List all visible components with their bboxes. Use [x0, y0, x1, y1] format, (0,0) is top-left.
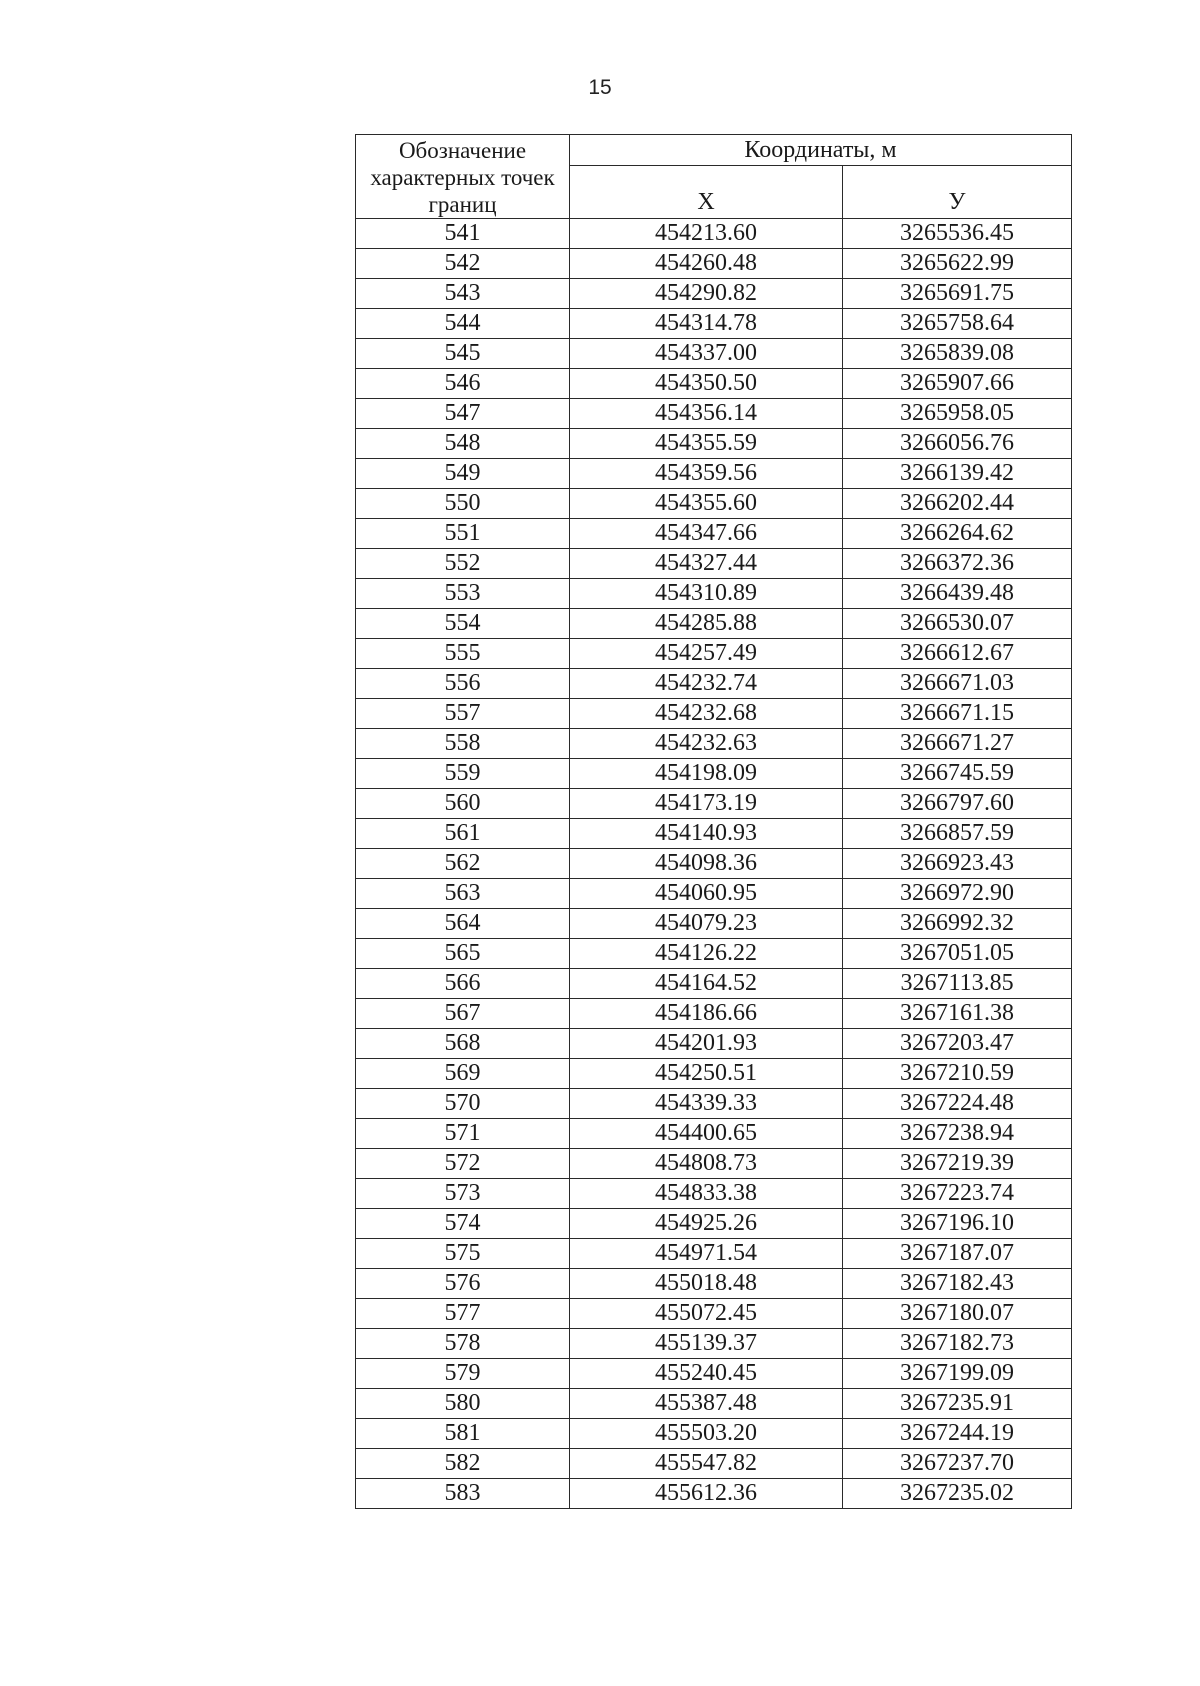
x-coordinate-cell: 454925.26 — [570, 1209, 843, 1239]
y-coordinate-cell: 3266372.36 — [843, 549, 1072, 579]
y-coordinate-cell: 3266797.60 — [843, 789, 1072, 819]
table-row — [356, 489, 1072, 519]
y-coordinate-cell: 3266264.62 — [843, 519, 1072, 549]
table-row — [356, 1029, 1072, 1059]
y-coordinate-cell: 3267238.94 — [843, 1119, 1072, 1149]
table-row — [356, 459, 1072, 489]
x-coordinate-cell: 454164.52 — [570, 969, 843, 999]
point-id-cell: 550 — [356, 489, 570, 519]
point-id-cell: 565 — [356, 939, 570, 969]
x-coordinate-cell: 454971.54 — [570, 1239, 843, 1269]
x-coordinate-cell: 454400.65 — [570, 1119, 843, 1149]
point-id-cell: 545 — [356, 339, 570, 369]
y-coordinate-cell: 3266530.07 — [843, 609, 1072, 639]
x-coordinate-cell: 455547.82 — [570, 1449, 843, 1479]
x-coordinate-cell: 454232.68 — [570, 699, 843, 729]
table-row — [356, 819, 1072, 849]
table-row — [356, 279, 1072, 309]
x-coordinate-cell: 454232.74 — [570, 669, 843, 699]
point-id-cell: 579 — [356, 1359, 570, 1389]
table-row — [356, 1389, 1072, 1419]
y-coordinate-cell: 3267187.07 — [843, 1239, 1072, 1269]
page-number: 15 — [588, 76, 612, 99]
x-coordinate-cell: 454327.44 — [570, 549, 843, 579]
x-coordinate-cell: 454833.38 — [570, 1179, 843, 1209]
x-coordinate-cell: 455387.48 — [570, 1389, 843, 1419]
table-row — [356, 609, 1072, 639]
y-coordinate-cell: 3267196.10 — [843, 1209, 1072, 1239]
table-row — [356, 1089, 1072, 1119]
x-coordinate-cell: 455240.45 — [570, 1359, 843, 1389]
point-id-cell: 566 — [356, 969, 570, 999]
x-coordinate-cell: 455139.37 — [570, 1329, 843, 1359]
x-coordinate-cell: 454808.73 — [570, 1149, 843, 1179]
y-coordinate-cell: 3267223.74 — [843, 1179, 1072, 1209]
y-coordinate-cell: 3267237.70 — [843, 1449, 1072, 1479]
point-id-cell: 553 — [356, 579, 570, 609]
point-id-cell: 555 — [356, 639, 570, 669]
x-coordinate-cell: 454350.50 — [570, 369, 843, 399]
point-label-header: Обозначение характерных точек границ — [356, 135, 570, 219]
y-coordinate-cell: 3265691.75 — [843, 279, 1072, 309]
y-coordinate-cell: 3265958.05 — [843, 399, 1072, 429]
x-coordinate-cell: 454337.00 — [570, 339, 843, 369]
y-coordinate-cell: 3267219.39 — [843, 1149, 1072, 1179]
table-row — [356, 399, 1072, 429]
y-coordinate-cell: 3266745.59 — [843, 759, 1072, 789]
x-coordinate-cell: 455072.45 — [570, 1299, 843, 1329]
y-coordinate-cell: 3265907.66 — [843, 369, 1072, 399]
point-id-cell: 556 — [356, 669, 570, 699]
y-coordinate-cell: 3266056.76 — [843, 429, 1072, 459]
table-row — [356, 1269, 1072, 1299]
x-coordinate-cell: 455612.36 — [570, 1479, 843, 1509]
point-id-cell: 551 — [356, 519, 570, 549]
table-row — [356, 699, 1072, 729]
table-row — [356, 1479, 1072, 1509]
point-id-cell: 574 — [356, 1209, 570, 1239]
y-coordinate-cell: 3267244.19 — [843, 1419, 1072, 1449]
x-coordinate-cell: 455018.48 — [570, 1269, 843, 1299]
table-row — [356, 1119, 1072, 1149]
y-coordinate-cell: 3265758.64 — [843, 309, 1072, 339]
y-coordinate-cell: 3266202.44 — [843, 489, 1072, 519]
table-row — [356, 939, 1072, 969]
table-row — [356, 369, 1072, 399]
table-row — [356, 429, 1072, 459]
point-id-cell: 583 — [356, 1479, 570, 1509]
y-coordinate-cell: 3266671.27 — [843, 729, 1072, 759]
point-id-cell: 576 — [356, 1269, 570, 1299]
table-row — [356, 519, 1072, 549]
table-row — [356, 1299, 1072, 1329]
y-coordinate-cell: 3266671.03 — [843, 669, 1072, 699]
y-coordinate-cell: 3267182.73 — [843, 1329, 1072, 1359]
point-id-cell: 563 — [356, 879, 570, 909]
table-row — [356, 759, 1072, 789]
point-id-cell: 548 — [356, 429, 570, 459]
table-row — [356, 909, 1072, 939]
table-row — [356, 1149, 1072, 1179]
header-row-top — [356, 135, 1072, 166]
x-coordinate-cell: 454355.59 — [570, 429, 843, 459]
point-id-cell: 568 — [356, 1029, 570, 1059]
point-id-cell: 582 — [356, 1449, 570, 1479]
table-body — [356, 219, 1072, 1509]
point-id-cell: 569 — [356, 1059, 570, 1089]
x-coordinate-cell: 454257.49 — [570, 639, 843, 669]
y-coordinate-cell: 3266992.32 — [843, 909, 1072, 939]
x-coordinate-cell: 454356.14 — [570, 399, 843, 429]
point-id-cell: 564 — [356, 909, 570, 939]
point-id-cell: 561 — [356, 819, 570, 849]
table-row — [356, 249, 1072, 279]
y-coordinate-cell: 3267051.05 — [843, 939, 1072, 969]
table-row — [356, 639, 1072, 669]
table-row — [356, 1059, 1072, 1089]
point-id-cell: 567 — [356, 999, 570, 1029]
x-coordinate-cell: 454250.51 — [570, 1059, 843, 1089]
point-id-cell: 575 — [356, 1239, 570, 1269]
point-id-cell: 571 — [356, 1119, 570, 1149]
table-row — [356, 969, 1072, 999]
point-id-cell: 573 — [356, 1179, 570, 1209]
y-coordinate-cell: 3267203.47 — [843, 1029, 1072, 1059]
y-coordinate-cell: 3266671.15 — [843, 699, 1072, 729]
x-coordinate-cell: 454140.93 — [570, 819, 843, 849]
x-coordinate-cell: 454314.78 — [570, 309, 843, 339]
point-id-cell: 543 — [356, 279, 570, 309]
x-coordinate-cell: 454213.60 — [570, 219, 843, 249]
y-coordinate-cell: 3266612.67 — [843, 639, 1072, 669]
table-row — [356, 1329, 1072, 1359]
point-id-cell: 577 — [356, 1299, 570, 1329]
point-id-cell: 558 — [356, 729, 570, 759]
point-id-cell: 560 — [356, 789, 570, 819]
table-row — [356, 879, 1072, 909]
point-id-cell: 570 — [356, 1089, 570, 1119]
y-coordinate-cell: 3266972.90 — [843, 879, 1072, 909]
table-row — [356, 1179, 1072, 1209]
x-coordinate-cell: 454060.95 — [570, 879, 843, 909]
y-coordinate-cell: 3267224.48 — [843, 1089, 1072, 1119]
table-row — [356, 999, 1072, 1029]
coordinates-group-header: Координаты, м — [570, 135, 1072, 166]
y-coordinate-cell: 3267199.09 — [843, 1359, 1072, 1389]
table-row — [356, 1419, 1072, 1449]
point-id-cell: 580 — [356, 1389, 570, 1419]
table-row — [356, 1239, 1072, 1269]
point-id-cell: 562 — [356, 849, 570, 879]
table-row — [356, 1359, 1072, 1389]
y-coordinate-cell: 3265622.99 — [843, 249, 1072, 279]
y-coordinate-cell: 3267210.59 — [843, 1059, 1072, 1089]
x-coordinate-cell: 454198.09 — [570, 759, 843, 789]
x-coordinate-cell: 454232.63 — [570, 729, 843, 759]
x-coordinate-cell: 454201.93 — [570, 1029, 843, 1059]
x-coordinate-cell: 454098.36 — [570, 849, 843, 879]
x-coordinate-cell: 454290.82 — [570, 279, 843, 309]
table-row — [356, 849, 1072, 879]
table-row — [356, 1449, 1072, 1479]
table-row — [356, 219, 1072, 249]
point-id-cell: 542 — [356, 249, 570, 279]
point-id-cell: 578 — [356, 1329, 570, 1359]
point-id-cell: 581 — [356, 1419, 570, 1449]
y-coordinate-cell: 3266857.59 — [843, 819, 1072, 849]
point-id-cell: 544 — [356, 309, 570, 339]
y-coordinate-cell: 3267113.85 — [843, 969, 1072, 999]
x-coordinate-cell: 454285.88 — [570, 609, 843, 639]
point-id-cell: 559 — [356, 759, 570, 789]
x-coordinate-cell: 454079.23 — [570, 909, 843, 939]
coordinates-table — [355, 134, 1072, 1509]
point-id-cell: 549 — [356, 459, 570, 489]
table-header — [356, 135, 1072, 219]
x-coordinate-cell: 455503.20 — [570, 1419, 843, 1449]
x-coordinate-cell: 454359.56 — [570, 459, 843, 489]
x-coordinate-cell: 454126.22 — [570, 939, 843, 969]
x-coordinate-cell: 454310.89 — [570, 579, 843, 609]
table-row — [356, 1209, 1072, 1239]
y-coordinate-cell: 3266439.48 — [843, 579, 1072, 609]
point-id-cell: 546 — [356, 369, 570, 399]
y-coordinate-cell: 3267235.91 — [843, 1389, 1072, 1419]
y-coordinate-cell: 3266923.43 — [843, 849, 1072, 879]
table-row — [356, 309, 1072, 339]
x-coordinate-cell: 454355.60 — [570, 489, 843, 519]
y-coordinate-cell: 3267180.07 — [843, 1299, 1072, 1329]
y-coordinate-cell: 3267161.38 — [843, 999, 1072, 1029]
y-coordinate-cell: 3267182.43 — [843, 1269, 1072, 1299]
y-coordinate-cell: 3266139.42 — [843, 459, 1072, 489]
x-coordinate-cell: 454186.66 — [570, 999, 843, 1029]
table-row — [356, 339, 1072, 369]
y-coordinate-cell: 3265839.08 — [843, 339, 1072, 369]
y-coordinate-cell: 3267235.02 — [843, 1479, 1072, 1509]
table-row — [356, 789, 1072, 819]
point-id-cell: 557 — [356, 699, 570, 729]
x-column-header: X — [570, 166, 843, 219]
x-coordinate-cell: 454173.19 — [570, 789, 843, 819]
x-coordinate-cell: 454339.33 — [570, 1089, 843, 1119]
table-row — [356, 579, 1072, 609]
table-row — [356, 729, 1072, 759]
point-id-cell: 552 — [356, 549, 570, 579]
point-id-cell: 572 — [356, 1149, 570, 1179]
y-coordinate-cell: 3265536.45 — [843, 219, 1072, 249]
point-id-cell: 541 — [356, 219, 570, 249]
point-id-cell: 554 — [356, 609, 570, 639]
y-column-header: У — [843, 166, 1072, 219]
table-row — [356, 549, 1072, 579]
x-coordinate-cell: 454347.66 — [570, 519, 843, 549]
table-row — [356, 669, 1072, 699]
point-id-cell: 547 — [356, 399, 570, 429]
x-coordinate-cell: 454260.48 — [570, 249, 843, 279]
